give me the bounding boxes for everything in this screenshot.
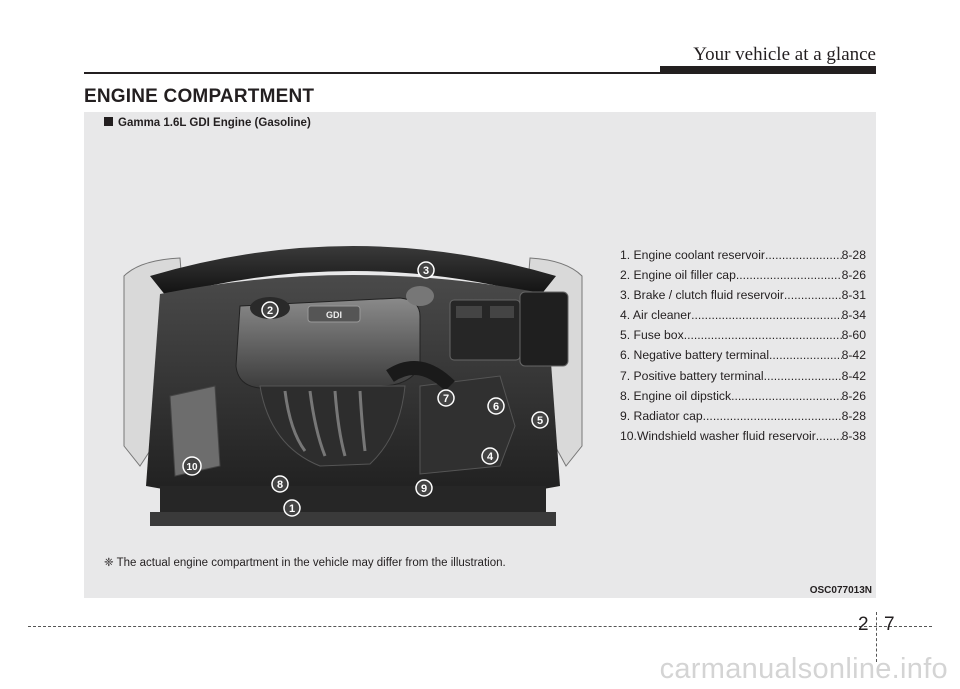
engine-panel: [84, 112, 876, 598]
legend-item: 6. Negative battery terminal ..... 8-42: [620, 348, 866, 368]
engine-compartment-illustration: [120, 236, 586, 552]
page-number: 7: [884, 614, 895, 635]
callout-5-label: 5: [536, 415, 544, 427]
brake-fluid-reservoir: [406, 286, 434, 306]
engine-caption-text: Gamma 1.6L GDI Engine (Gasoline): [118, 117, 311, 129]
callout-7-label: 7: [442, 393, 450, 405]
legend-item: 5. Fuse box ..... 8-60: [620, 328, 866, 348]
legend-item: 9. Radiator cap ..... 8-28: [620, 409, 866, 429]
callout-6-label: 6: [492, 401, 500, 413]
legend-item: 8. Engine oil dipstick ..... 8-26: [620, 389, 866, 409]
square-bullet-icon: [104, 117, 113, 126]
callout-2-label: 2: [266, 305, 274, 317]
legend-item: 4. Air cleaner ..... 8-34: [620, 308, 866, 328]
image-code: OSC077013N: [809, 585, 872, 596]
legend-item: 10.Windshield washer fluid reservoir ..... 8-38: [620, 429, 866, 449]
callout-1-label: 1: [288, 503, 296, 515]
front-bumper: [150, 512, 556, 526]
callout-8-label: 8: [276, 479, 284, 491]
component-legend: [620, 248, 866, 449]
panel-caption: [104, 117, 311, 129]
gdi-badge-text: GDI: [325, 310, 343, 320]
legend-item: 3. Brake / clutch fluid reservoir ..... 8-31: [620, 288, 866, 308]
radiator-support: [160, 486, 546, 514]
callout-9-label: 9: [420, 483, 428, 495]
header-rule-accent: [660, 66, 876, 73]
illustration-footnote: ❈ The actual engine compartment in the vehicle may differ from the illustration.: [104, 557, 506, 569]
legend-item: 1. Engine coolant reservoir ..... 8-28: [620, 248, 866, 268]
page-chapter: 2: [858, 614, 869, 635]
legend-item: 7. Positive battery terminal ..... 8-42: [620, 369, 866, 389]
callout-3-label: 3: [422, 265, 430, 277]
footer-rule: [28, 626, 932, 627]
watermark: carmanualsonline.info: [659, 653, 948, 685]
fuse-box: [520, 292, 568, 366]
section-title: ENGINE COMPARTMENT: [84, 86, 315, 107]
legend-item: 2. Engine oil filler cap ..... 8-26: [620, 268, 866, 288]
callout-10-label: 10: [186, 462, 198, 473]
callout-4-label: 4: [486, 451, 494, 463]
air-cleaner: [420, 376, 515, 474]
header-title: Your vehicle at a glance: [693, 44, 876, 65]
